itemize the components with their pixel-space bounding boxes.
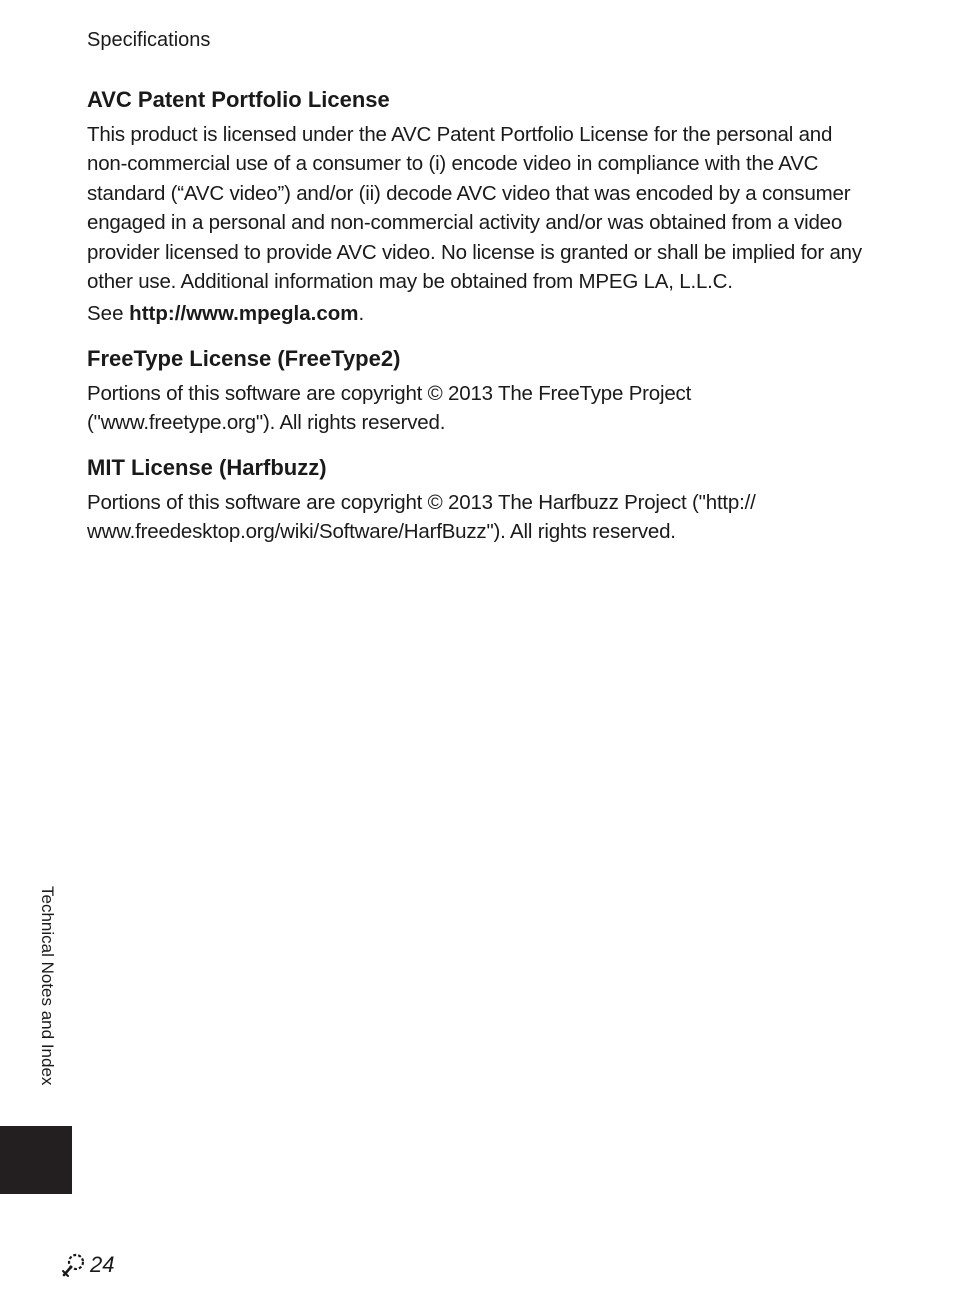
section-freetype-license (87, 345, 877, 438)
see-prefix: See (87, 302, 130, 326)
page-number (60, 1250, 114, 1280)
page-number-text: 24 (90, 1252, 115, 1277)
side-tab-marker[interactable] (0, 1126, 72, 1194)
section-avc-license (87, 86, 877, 329)
see-suffix: . (358, 302, 365, 326)
section-title: FreeType License (FreeType2) (87, 345, 401, 371)
see-line (87, 299, 877, 328)
section-title: AVC Patent Portfolio License (87, 87, 390, 112)
section-mit-license (87, 454, 877, 547)
section-paragraph: Portions of this software are copyright © 2013 The FreeType Project ("www.freetype.org"). All rights reserved. (87, 381, 692, 435)
side-tab-label[interactable]: Technical Notes and Index (38, 886, 57, 1086)
running-header: Specifications (87, 29, 211, 51)
page-content (87, 86, 877, 562)
section-title: MIT License (Harfbuzz) (87, 454, 327, 480)
mpegla-link[interactable]: http://www.mpegla.com (129, 302, 359, 326)
section-paragraph: This product is licensed under the AVC Patent Portfolio License for the personal and non-commercial use of a consumer to (i) encode video in compliance with the AVC standard (“AVC video”) and/or (ii) decode AVC video that was encoded by a consumer engaged in a personal and non-commercial activity and/or was obtained from a video provider licensed to provide AVC video. No license is granted or shall be implied for any other use. Additional information may be obtained from MPEG LA, L.L.C. (87, 123, 862, 294)
section-paragraph: Portions of this software are copyright © 2013 The Harfbuzz Project ("http:// www.freedesktop.org/wiki/Software/HarfBuzz"). All rights reserved. (87, 490, 756, 544)
technical-notes-icon (60, 1251, 88, 1279)
